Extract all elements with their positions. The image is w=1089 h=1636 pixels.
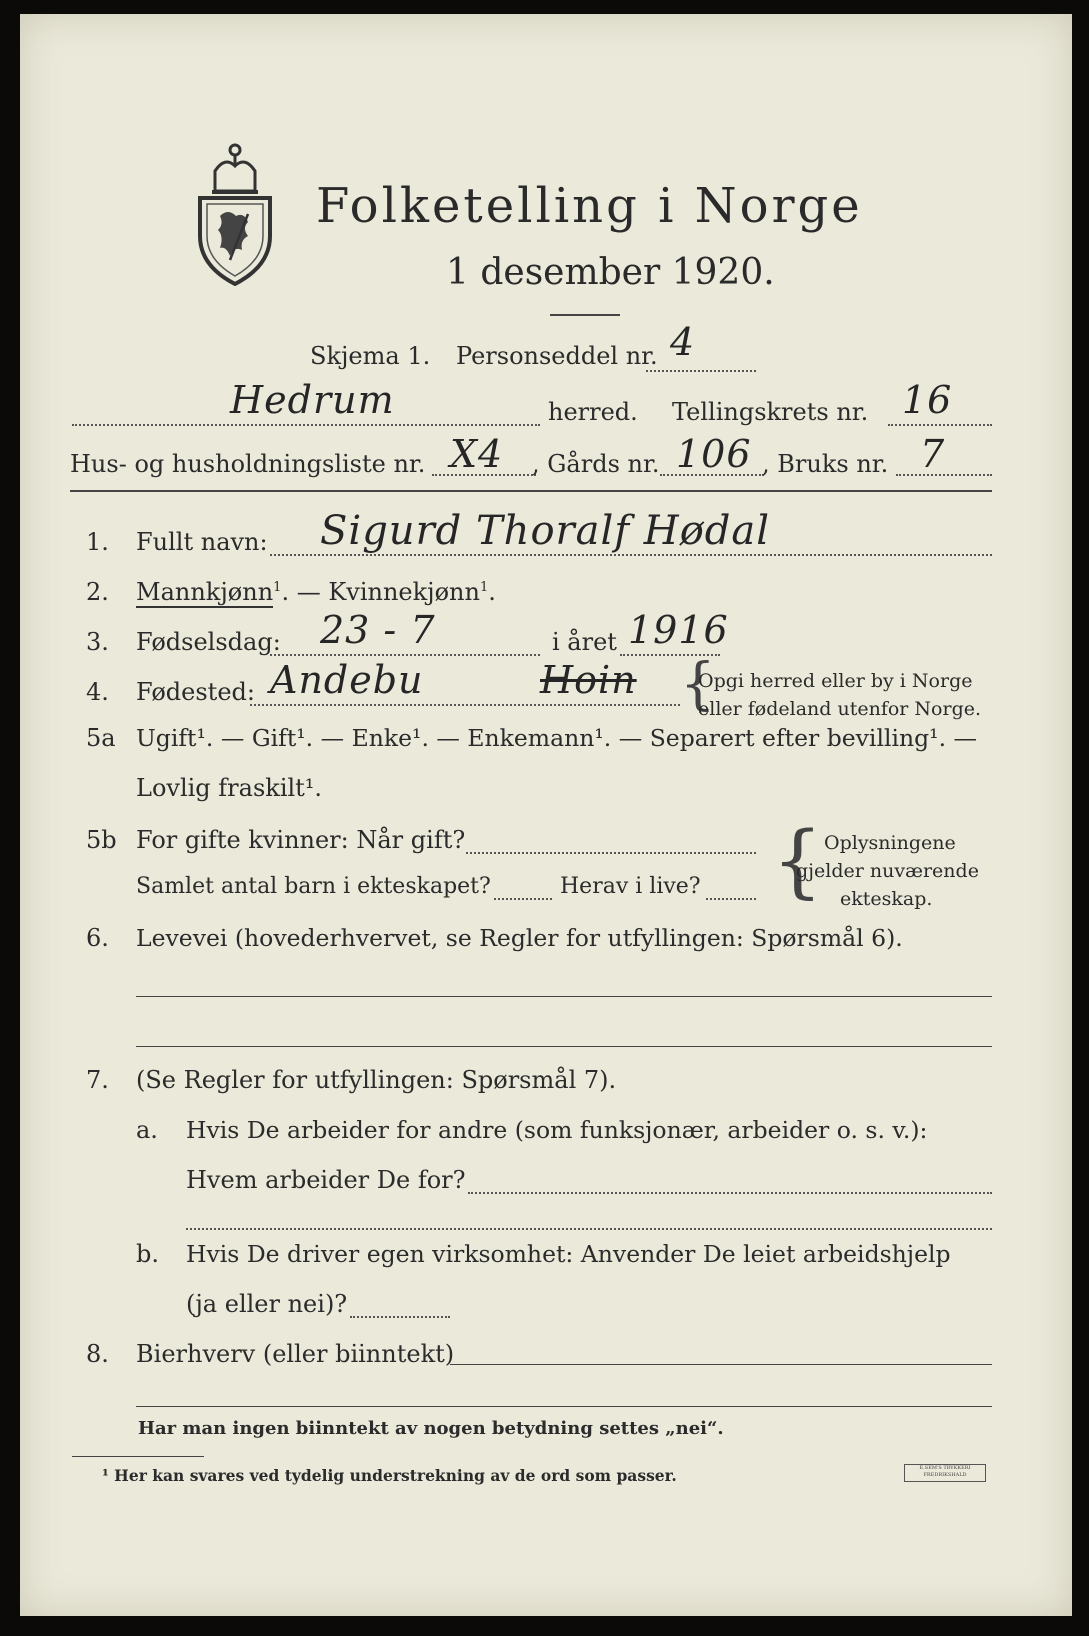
- q8-number: 8.: [86, 1340, 109, 1368]
- q5b-brace: {: [772, 814, 823, 907]
- q7-number: 7.: [86, 1066, 109, 1094]
- q5b-number: 5b: [86, 826, 117, 854]
- q1-line: [270, 554, 992, 556]
- q5a-number: 5a: [86, 724, 116, 752]
- q7a-line-2: [186, 1228, 992, 1230]
- q4-label: Fødested:: [136, 678, 255, 706]
- q7b-line: [350, 1316, 450, 1318]
- q2-male: Mannkjønn: [136, 578, 274, 606]
- q7b-number: b.: [136, 1240, 159, 1268]
- bruks-value: 7: [920, 432, 946, 476]
- q6-line-1: [136, 996, 992, 997]
- q3-label-text: Fødselsdag:: [136, 628, 281, 656]
- q4-brace: {: [680, 652, 716, 717]
- skjema-label: Skjema 1.: [310, 342, 431, 370]
- q5b-married-line: [466, 852, 756, 854]
- gards-value: 106: [676, 432, 752, 476]
- q5a-text: Ugift¹. — Gift¹. — Enke¹. — Enkemann¹. — Separert efter bevilling¹. —: [136, 724, 978, 752]
- q5a-text-2: Lovlig fraskilt¹.: [136, 774, 323, 802]
- personseddel-value: 4: [670, 320, 696, 364]
- q7a-number: a.: [136, 1116, 158, 1144]
- bruks-label: , Bruks nr.: [762, 450, 889, 478]
- tellingskrets-line: [888, 424, 992, 426]
- q2-female: Kvinnekjønn: [328, 578, 480, 606]
- herred-line: [72, 424, 540, 426]
- q2-options: Mannkjønn$^1$. — Kvinnekjønn$^1$.: [136, 578, 496, 606]
- q7a-line-1: [468, 1192, 992, 1194]
- personseddel-label: Personseddel nr.: [456, 342, 658, 370]
- q2-number: 2.: [86, 578, 109, 606]
- q5b-note-1: Oplysningene: [824, 832, 956, 854]
- q1-label: Fullt navn:: [136, 528, 268, 556]
- q2-separator: . —: [281, 578, 329, 606]
- page-title: Folketelling i Norge: [316, 178, 863, 234]
- q8-line-2: [136, 1406, 992, 1407]
- q6-number: 6.: [86, 924, 109, 952]
- q4-line: [250, 704, 680, 706]
- q8-note: Har man ingen biinntekt av nogen betydning settes „nei“.: [138, 1418, 724, 1439]
- q7-text: (Se Regler for utfyllingen: Spørsmål 7).: [136, 1066, 617, 1094]
- q4-struck-birthplace: Hoin: [540, 658, 637, 702]
- q3-year-label: i året: [552, 628, 617, 656]
- q8-line-1: [450, 1364, 992, 1365]
- census-date: 1 desember 1920.: [446, 252, 775, 293]
- q6-text: Levevei (hovederhvervet, se Regler for utfyllingen: Spørsmål 6).: [136, 924, 903, 952]
- liste-label: Hus- og husholdningsliste nr.: [70, 450, 426, 478]
- footnote: ¹ Her kan svares ved tydelig understrekning av de ord som passer.: [102, 1466, 677, 1485]
- q3-number: 3.: [86, 628, 109, 656]
- herred-value: Hedrum: [230, 378, 395, 422]
- liste-value: X4: [450, 432, 504, 476]
- gards-label: , Gårds nr.: [532, 450, 660, 478]
- q4-birthplace: Andebu: [270, 658, 424, 702]
- q4-note-1: Opgi herred eller by i Norge: [698, 670, 973, 692]
- q1-full-name: Sigurd Thoralf Hødal: [320, 508, 771, 554]
- census-form: [20, 14, 1072, 1616]
- q5b-label-2: Samlet antal barn i ekteskapet?: [136, 874, 491, 899]
- q5b-note-2: gjelder nuværende: [796, 860, 979, 882]
- personseddel-line: [646, 370, 756, 372]
- coat-of-arms-icon: [190, 136, 280, 286]
- q4-number: 4.: [86, 678, 109, 706]
- q5b-note-3: ekteskap.: [840, 888, 933, 910]
- q8-text: Bierhverv (eller biinntekt): [136, 1340, 455, 1368]
- q5b-alive-line: [706, 898, 756, 900]
- printer-stamp: E.SEM'S TRYKKERI FREDRIKSHALD: [904, 1464, 986, 1482]
- q3-birthdate: 23 - 7: [320, 608, 436, 652]
- tellingskrets-label: Tellingskrets nr.: [672, 398, 869, 426]
- q7b-text-2: (ja eller nei)?: [186, 1290, 348, 1318]
- title-divider: [550, 314, 620, 316]
- herred-label: herred.: [548, 398, 638, 426]
- q7a-text-2: Hvem arbeider De for?: [186, 1166, 466, 1194]
- q3-date-line: [270, 654, 540, 656]
- q4-note-2: eller fødeland utenfor Norge.: [698, 698, 982, 720]
- q5b-children-line: [494, 898, 552, 900]
- q6-line-2: [136, 1046, 992, 1047]
- q7a-text: Hvis De arbeider for andre (som funksjonær, arbeider o. s. v.):: [186, 1116, 928, 1144]
- q3-birth-year: 1916: [628, 608, 729, 652]
- q5b-label-1: For gifte kvinner: Når gift?: [136, 826, 466, 854]
- q7b-text: Hvis De driver egen virksomhet: Anvender De leiet arbeidshjelp: [186, 1240, 951, 1268]
- tellingskrets-value: 16: [902, 378, 953, 422]
- header-separator: [70, 490, 992, 492]
- q3-label: [136, 628, 281, 656]
- q1-number: 1.: [86, 528, 109, 556]
- footnote-divider: [72, 1456, 204, 1457]
- q5b-label-3: Herav i live?: [560, 874, 701, 899]
